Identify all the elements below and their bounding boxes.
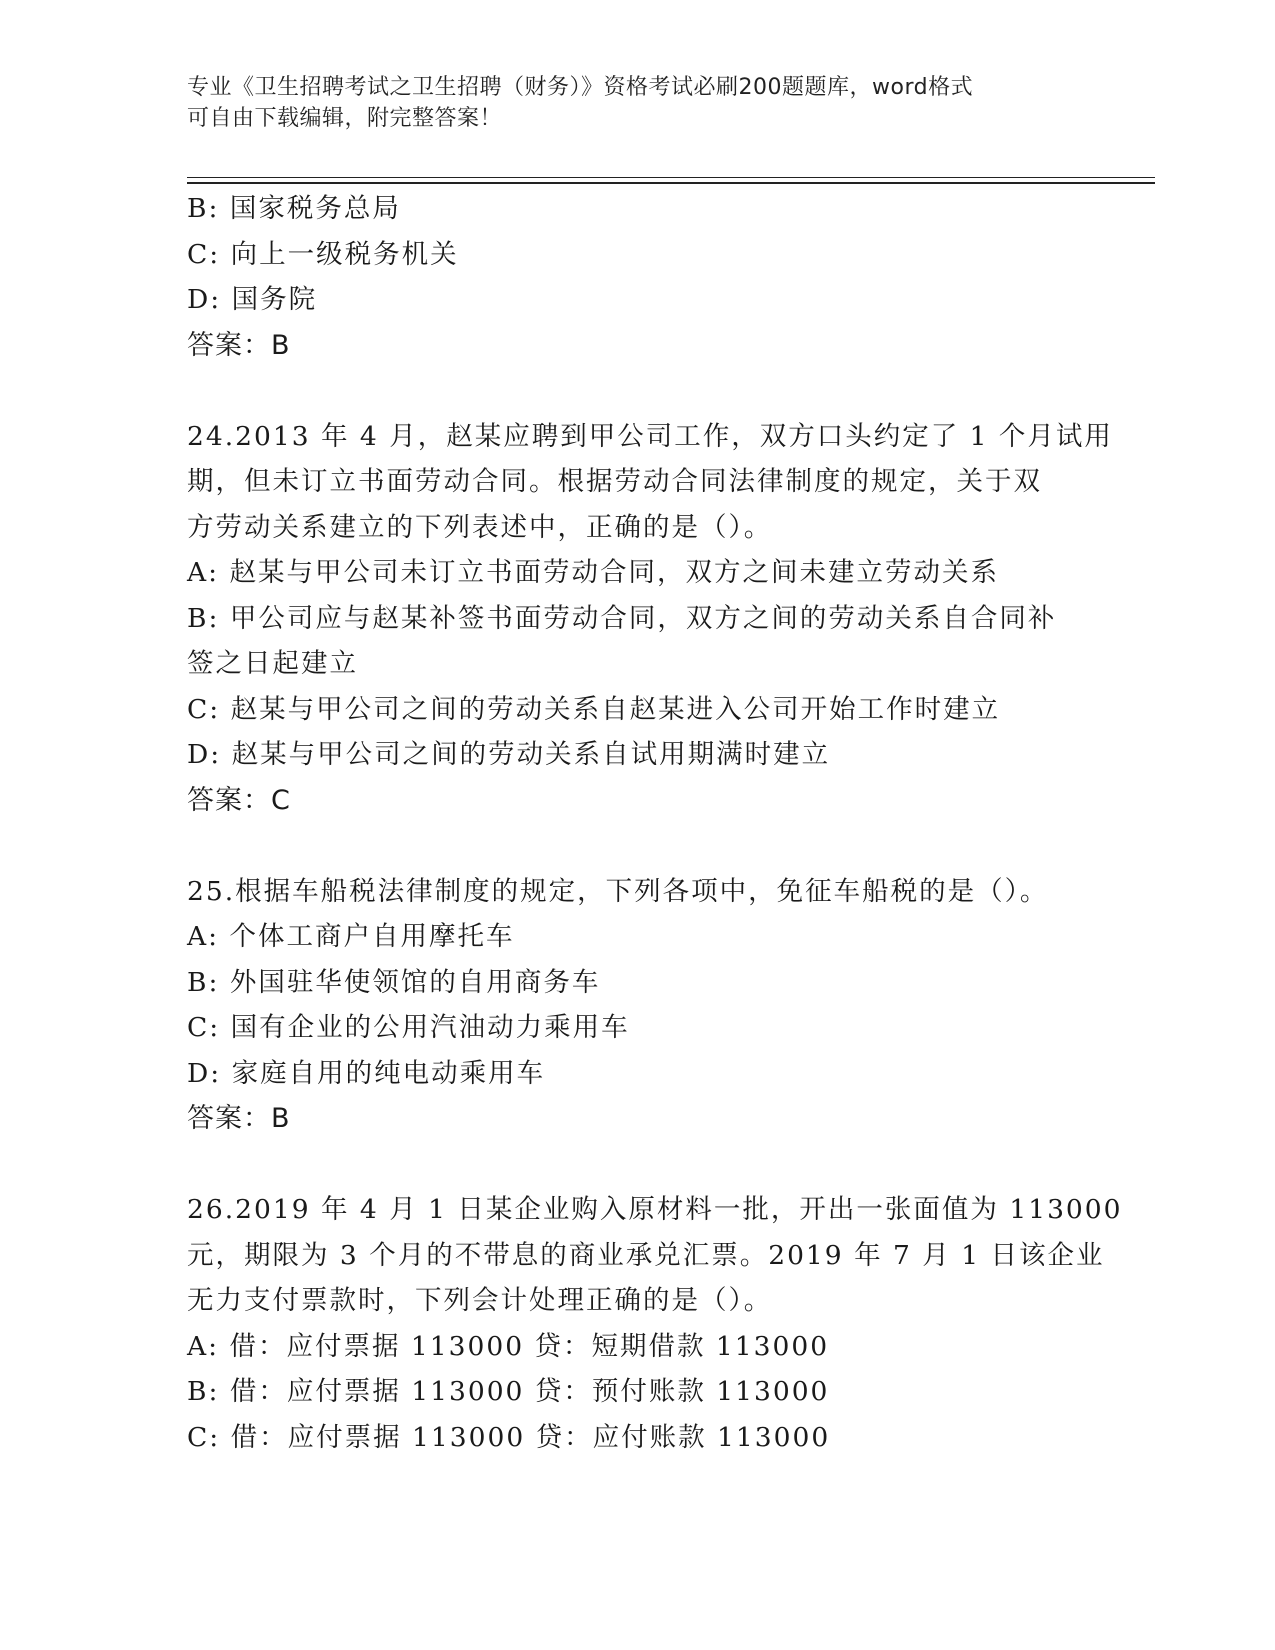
option-c: C: 向上一级税务机关: [187, 238, 459, 270]
question-stem-line: 无力支付票款时，下列会计处理正确的是（）。: [187, 1285, 773, 1316]
option-d: D: 家庭自用的纯电动乘用车: [187, 1057, 546, 1089]
question-stem-line: 25.根据车船税法律制度的规定，下列各项中，免征车船税的是（）。: [187, 875, 1049, 907]
header-rule-thin: [187, 177, 1155, 178]
spacer: [187, 368, 1087, 414]
header-rule-thick: [187, 182, 1155, 184]
question-24: [187, 414, 1113, 824]
question-stem-line: 元，期限为 3 个月的不带息的商业承兑汇票。2019 年 7 月 1 日该企业: [187, 1239, 1105, 1271]
spacer: [187, 1142, 1087, 1188]
option-c: C: 国有企业的公用汽油动力乘用车: [187, 1012, 630, 1043]
question-stem-line: 方劳动关系建立的下列表述中，正确的是（）。: [187, 511, 773, 543]
header-line-1: 专业《卫生招聘考试之卫生招聘（财务）》资格考试必刷200题题库，word格式: [187, 75, 974, 100]
option-d: D: 国务院: [187, 284, 318, 315]
option-b: B: 外国驻华使领馆的自用商务车: [187, 966, 601, 998]
question-stem-line: 26.2019 年 4 月 1 日某企业购入原材料一批，开出一张面值为 113000: [187, 1194, 1123, 1225]
question-23-tail: [187, 186, 1087, 368]
answer-line: 答案：B: [187, 329, 291, 361]
option-b: B: 借：应付票据 113000 贷：预付账款 113000: [187, 1376, 830, 1407]
question-26: [187, 1187, 1123, 1460]
question-stem-line: 24.2013 年 4 月，赵某应聘到甲公司工作，双方口头约定了 1 个月试用: [187, 420, 1113, 452]
option-b-continued: 签之日起建立: [187, 648, 358, 679]
spacer: [187, 823, 1087, 869]
answer-line: 答案：C: [187, 784, 291, 816]
header-line-2: 可自由下载编辑，附完整答案！: [187, 106, 503, 131]
question-25: [187, 869, 1087, 1142]
option-a: A: 借：应付票据 113000 贷：短期借款 113000: [187, 1330, 830, 1362]
option-a: A: 赵某与甲公司未订立书面劳动合同，双方之间未建立劳动关系: [187, 557, 999, 588]
option-b: B: 国家税务总局: [187, 193, 401, 224]
option-c: C: 赵某与甲公司之间的劳动关系自赵某进入公司开始工作时建立: [187, 693, 1001, 725]
page-header: [187, 72, 1067, 134]
option-c: C: 借：应付票据 113000 贷：应付账款 113000: [187, 1421, 831, 1453]
question-stem-line: 期，但未订立书面劳动合同。根据劳动合同法律制度的规定，关于双: [187, 466, 1042, 497]
answer-line: 答案：B: [187, 1103, 291, 1134]
question-content: [187, 186, 1123, 1460]
option-b: B: 甲公司应与赵某补签书面劳动合同，双方之间的劳动关系自合同补: [187, 602, 1057, 634]
option-a: A: 个体工商户自用摩托车: [187, 921, 515, 952]
option-d: D: 赵某与甲公司之间的劳动关系自试用期满时建立: [187, 739, 831, 770]
